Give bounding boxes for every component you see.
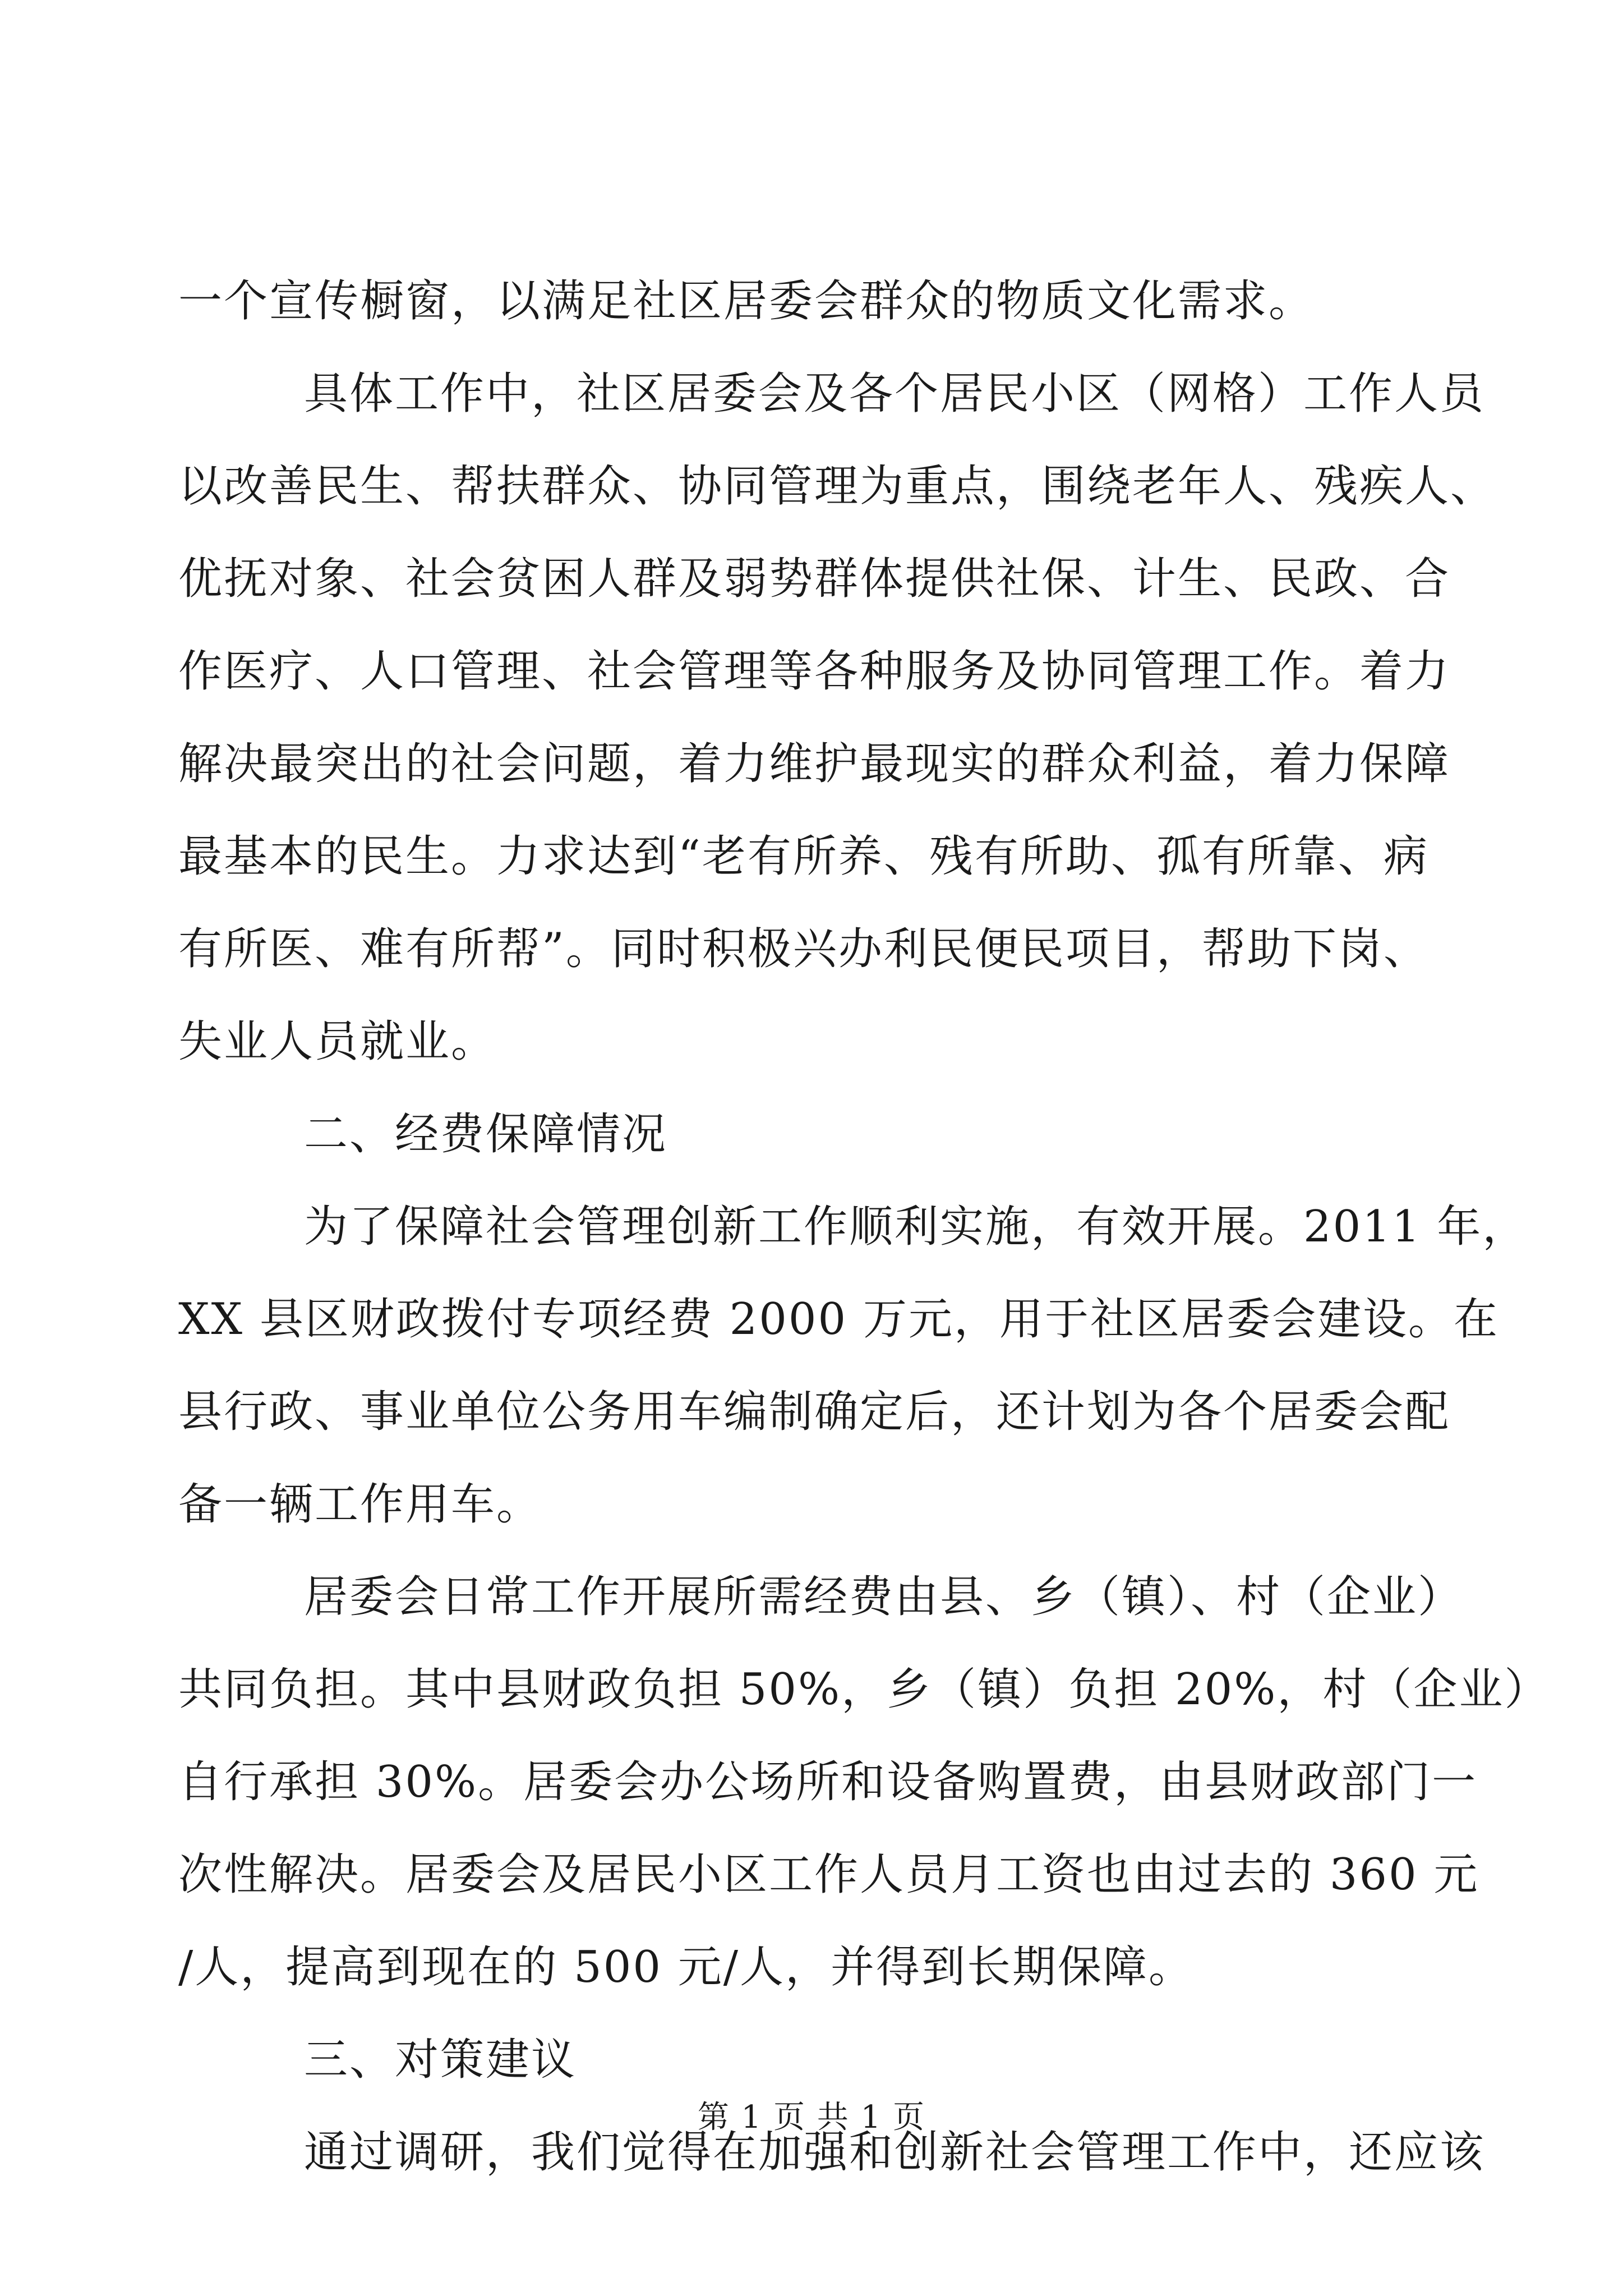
- text-line-15: 居委会日常工作开展所需经费由县、乡（镇）、村（企业）: [304, 1572, 1464, 1622]
- text-line-11: 为了保障社会管理创新工作顺利实施，有效开展。2011 年，: [304, 1202, 1528, 1252]
- text-line-12: XX 县区财政拨付专项经费 2000 万元，用于社区居委会建设。在: [178, 1294, 1499, 1345]
- text-line-21: 通过调研，我们觉得在加强和创新社会管理工作中，还应该: [304, 2127, 1486, 2178]
- text-line-1: 一个宣传橱窗，以满足社区居委会群众的物质文化需求。: [178, 276, 1315, 326]
- text-line-17: 自行承担 30%。居委会办公场所和设备购置费，由县财政部门一: [178, 1757, 1478, 1807]
- text-line-13: 县行政、事业单位公务用车编制确定后，还计划为各个居委会配: [178, 1387, 1451, 1437]
- text-line-18: 次性解决。居委会及居民小区工作人员月工资也由过去的 360 元: [178, 1849, 1479, 1900]
- text-line-4: 优抚对象、社会贫困人群及弱势群体提供社保、计生、民政、合: [178, 554, 1451, 604]
- text-line-14: 备一辆工作用车。: [178, 1479, 542, 1530]
- text-line-2: 具体工作中，社区居委会及各个居民小区（网格）工作人员: [304, 369, 1486, 419]
- text-line-5: 作医疗、人口管理、社会管理等各种服务及协同管理工作。着力: [178, 646, 1451, 697]
- text-line-6: 解决最突出的社会问题，着力维护最现实的群众利益，着力保障: [178, 739, 1451, 789]
- text-line-16: 共同负担。其中县财政负担 50%，乡（镇）负担 20%，村（企业）: [178, 1664, 1550, 1715]
- text-line-7: 最基本的民生。力求达到“老有所养、残有所助、孤有所靠、病: [178, 831, 1429, 882]
- body-text: [178, 255, 1550, 2199]
- page-footer: 第 1 页 共 1 页: [697, 2099, 926, 2136]
- text-line-3: 以改善民生、帮扶群众、协同管理为重点，围绕老年人、残疾人、: [178, 461, 1496, 512]
- text-line-19: /人，提高到现在的 500 元/人，并得到长期保障。: [178, 1942, 1195, 1993]
- text-line-9: 失业人员就业。: [178, 1016, 497, 1067]
- section-heading-funding: 二、经费保障情况: [304, 1109, 668, 1159]
- section-heading-suggestions: 三、对策建议: [304, 2035, 577, 2085]
- text-line-8: 有所医、难有所帮”。同时积极兴办利民便民项目，帮助下岗、: [178, 924, 1429, 974]
